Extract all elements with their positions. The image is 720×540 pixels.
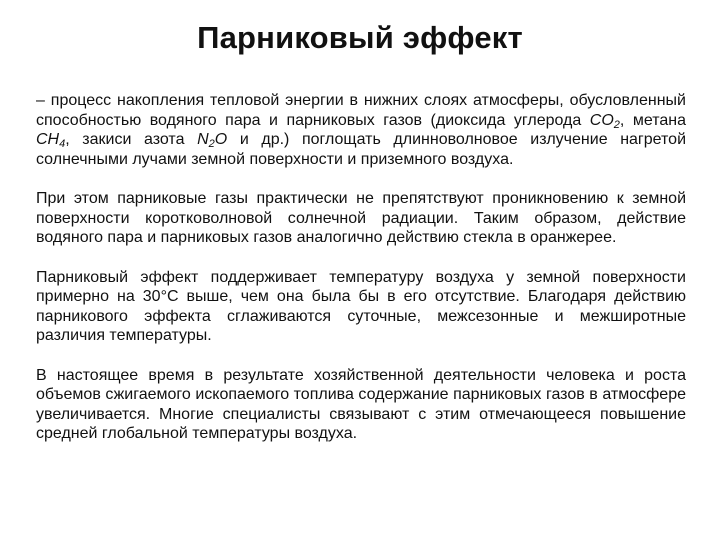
formula-ch4 bbox=[36, 131, 65, 148]
formula-ch4-subscript: 4 bbox=[59, 138, 66, 150]
definition-text-b: , метана bbox=[619, 111, 686, 129]
formula-n2o-subscript: 2 bbox=[208, 138, 215, 150]
formula-n2o bbox=[197, 131, 227, 148]
paragraph-shortwave: При этом парниковые газы практически не препятствуют проникновению к земной поверхности коротковолновой солнечной радиации. Таким образом, действие водяного пара и парниковых газов аналогично действию стекла в оранжерее. bbox=[36, 190, 686, 246]
slide-body bbox=[36, 91, 686, 464]
slide-title: Парниковый эффект bbox=[197, 20, 523, 55]
formula-co2-subscript: 2 bbox=[613, 118, 620, 131]
formula-co2-base: CO bbox=[589, 111, 614, 129]
definition-text-a: – процесс накопления тепловой энергии в нижних слоях атмосферы, обусловленный способностью водяного пара и парниковых газов (диоксида углерода bbox=[36, 92, 686, 129]
paragraph-present-day: В настоящее время в результате хозяйственной деятельности человека и роста объемов сжигаемого ископаемого топлива содержание парниковых газов в атмосфере увеличивается. Многие специалисты связывают с этим отмечающееся повышение средней глобальной температуры воздуха. bbox=[36, 366, 686, 442]
formula-n2o-n: N bbox=[197, 131, 209, 148]
formula-n2o-o: O bbox=[214, 131, 228, 148]
paragraph-definition bbox=[36, 91, 686, 169]
formula-co2 bbox=[590, 112, 620, 129]
formula-ch4-base: CH bbox=[36, 131, 60, 148]
paragraph-temperature: Парниковый эффект поддерживает температуру воздуха у земной поверхности примерно на 30°С выше, чем она была бы в его отсутствие. Благодаря действию парникового эффекта сглаживаются суточные, межсезонные и межширотные различия температуры. bbox=[36, 268, 686, 344]
definition-text-d: и др.) поглощать длинноволновое излучение нагретой солнечными лучами земной поверхности и приземного воздуха. bbox=[36, 131, 687, 168]
definition-text-c: , закиси азота bbox=[65, 131, 198, 148]
